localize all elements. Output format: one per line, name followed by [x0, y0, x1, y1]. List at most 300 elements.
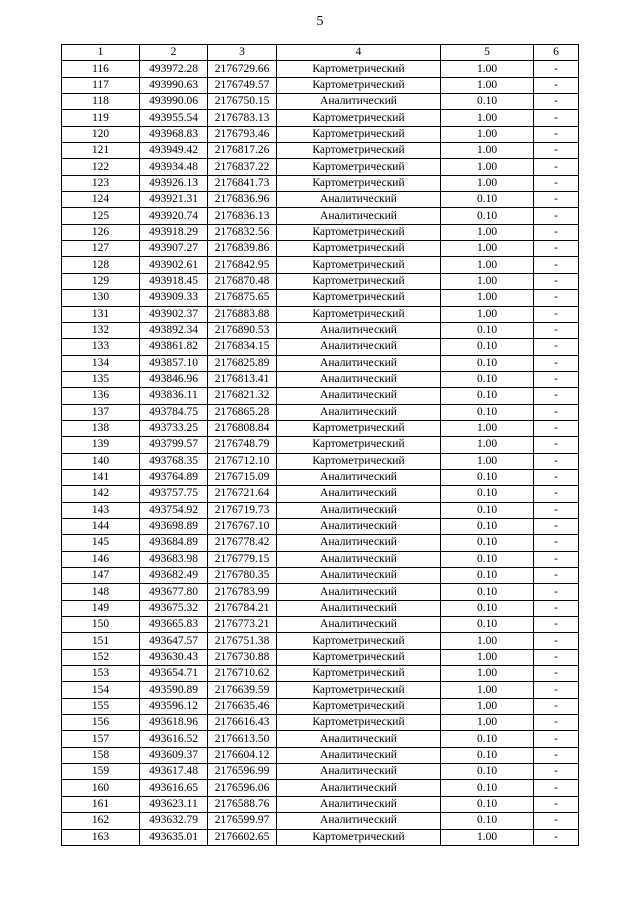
- table-body: [62, 61, 579, 846]
- x-coordinate-cell: 493665.83: [140, 617, 208, 633]
- table-row: [62, 290, 579, 306]
- accuracy-cell: 0.10: [441, 568, 534, 584]
- method-cell: Картометрический: [277, 453, 441, 469]
- y-coordinate-cell: 2176778.42: [208, 535, 277, 551]
- y-coordinate-cell: 2176721.64: [208, 486, 277, 502]
- y-coordinate-cell: 2176773.21: [208, 617, 277, 633]
- method-cell: Картометрический: [277, 110, 441, 126]
- point-number-cell: 119: [62, 110, 140, 126]
- accuracy-cell: 1.00: [441, 273, 534, 289]
- accuracy-cell: 0.10: [441, 780, 534, 796]
- table-row: [62, 813, 579, 829]
- page-number: 5: [316, 14, 324, 29]
- table-row: [62, 568, 579, 584]
- table-row: [62, 126, 579, 142]
- method-cell: Картометрический: [277, 61, 441, 77]
- x-coordinate-cell: 493990.06: [140, 94, 208, 110]
- accuracy-cell: 1.00: [441, 633, 534, 649]
- y-coordinate-cell: 2176767.10: [208, 518, 277, 534]
- method-cell: Картометрический: [277, 224, 441, 240]
- method-cell: Картометрический: [277, 257, 441, 273]
- y-coordinate-cell: 2176865.28: [208, 404, 277, 420]
- table-row: [62, 731, 579, 747]
- y-coordinate-cell: 2176808.84: [208, 420, 277, 436]
- x-coordinate-cell: 493618.96: [140, 715, 208, 731]
- point-number-cell: 133: [62, 339, 140, 355]
- note-cell: -: [534, 61, 579, 77]
- x-coordinate-cell: 493784.75: [140, 404, 208, 420]
- table-row: [62, 518, 579, 534]
- method-cell: Картометрический: [277, 649, 441, 665]
- method-cell: Аналитический: [277, 371, 441, 387]
- x-coordinate-cell: 493616.52: [140, 731, 208, 747]
- table-row: [62, 747, 579, 763]
- y-coordinate-cell: 2176832.56: [208, 224, 277, 240]
- y-coordinate-cell: 2176783.99: [208, 584, 277, 600]
- note-cell: -: [534, 290, 579, 306]
- accuracy-cell: 0.10: [441, 339, 534, 355]
- point-number-cell: 156: [62, 715, 140, 731]
- point-number-cell: 149: [62, 600, 140, 616]
- x-coordinate-cell: 493654.71: [140, 666, 208, 682]
- table-row: [62, 192, 579, 208]
- note-cell: -: [534, 110, 579, 126]
- table-row: [62, 224, 579, 240]
- accuracy-cell: 1.00: [441, 126, 534, 142]
- method-cell: Аналитический: [277, 339, 441, 355]
- accuracy-cell: 1.00: [441, 224, 534, 240]
- accuracy-cell: 0.10: [441, 94, 534, 110]
- method-cell: Аналитический: [277, 404, 441, 420]
- accuracy-cell: 0.10: [441, 355, 534, 371]
- note-cell: -: [534, 551, 579, 567]
- table-row: [62, 388, 579, 404]
- method-cell: Аналитический: [277, 600, 441, 616]
- accuracy-cell: 0.10: [441, 322, 534, 338]
- x-coordinate-cell: 493861.82: [140, 339, 208, 355]
- method-cell: Картометрический: [277, 159, 441, 175]
- x-coordinate-cell: 493682.49: [140, 568, 208, 584]
- note-cell: -: [534, 224, 579, 240]
- table-row: [62, 143, 579, 159]
- accuracy-cell: 1.00: [441, 715, 534, 731]
- method-cell: Картометрический: [277, 698, 441, 714]
- method-cell: Аналитический: [277, 518, 441, 534]
- method-cell: Картометрический: [277, 437, 441, 453]
- point-number-cell: 139: [62, 437, 140, 453]
- method-cell: Аналитический: [277, 94, 441, 110]
- x-coordinate-cell: 493630.43: [140, 649, 208, 665]
- point-number-cell: 124: [62, 192, 140, 208]
- x-coordinate-cell: 493677.80: [140, 584, 208, 600]
- point-number-cell: 117: [62, 77, 140, 93]
- y-coordinate-cell: 2176613.50: [208, 731, 277, 747]
- note-cell: -: [534, 747, 579, 763]
- note-cell: -: [534, 208, 579, 224]
- method-cell: Картометрический: [277, 241, 441, 257]
- note-cell: -: [534, 764, 579, 780]
- y-coordinate-cell: 2176599.97: [208, 813, 277, 829]
- y-coordinate-cell: 2176596.06: [208, 780, 277, 796]
- point-number-cell: 126: [62, 224, 140, 240]
- y-coordinate-cell: 2176783.13: [208, 110, 277, 126]
- accuracy-cell: 1.00: [441, 110, 534, 126]
- table-row: [62, 355, 579, 371]
- x-coordinate-cell: 493918.29: [140, 224, 208, 240]
- y-coordinate-cell: 2176588.76: [208, 796, 277, 812]
- table-row: [62, 796, 579, 812]
- table-row: [62, 535, 579, 551]
- x-coordinate-cell: 493926.13: [140, 175, 208, 191]
- x-coordinate-cell: 493902.37: [140, 306, 208, 322]
- method-cell: Аналитический: [277, 796, 441, 812]
- table-row: [62, 175, 579, 191]
- y-coordinate-cell: 2176780.35: [208, 568, 277, 584]
- y-coordinate-cell: 2176837.22: [208, 159, 277, 175]
- table-row: [62, 208, 579, 224]
- note-cell: -: [534, 371, 579, 387]
- accuracy-cell: 1.00: [441, 143, 534, 159]
- column-header: 3: [208, 45, 277, 61]
- y-coordinate-cell: 2176730.88: [208, 649, 277, 665]
- x-coordinate-cell: 493684.89: [140, 535, 208, 551]
- note-cell: -: [534, 715, 579, 731]
- accuracy-cell: 0.10: [441, 764, 534, 780]
- point-number-cell: 137: [62, 404, 140, 420]
- x-coordinate-cell: 493968.83: [140, 126, 208, 142]
- x-coordinate-cell: 493617.48: [140, 764, 208, 780]
- accuracy-cell: 0.10: [441, 192, 534, 208]
- y-coordinate-cell: 2176596.99: [208, 764, 277, 780]
- y-coordinate-cell: 2176793.46: [208, 126, 277, 142]
- note-cell: -: [534, 355, 579, 371]
- column-header: 5: [441, 45, 534, 61]
- note-cell: -: [534, 469, 579, 485]
- table-row: [62, 453, 579, 469]
- point-number-cell: 155: [62, 698, 140, 714]
- method-cell: Аналитический: [277, 568, 441, 584]
- method-cell: Аналитический: [277, 486, 441, 502]
- accuracy-cell: 1.00: [441, 257, 534, 273]
- note-cell: -: [534, 584, 579, 600]
- x-coordinate-cell: 493768.35: [140, 453, 208, 469]
- x-coordinate-cell: 493949.42: [140, 143, 208, 159]
- accuracy-cell: 1.00: [441, 175, 534, 191]
- y-coordinate-cell: 2176883.88: [208, 306, 277, 322]
- column-header: 1: [62, 45, 140, 61]
- x-coordinate-cell: 493647.57: [140, 633, 208, 649]
- note-cell: -: [534, 77, 579, 93]
- point-number-cell: 128: [62, 257, 140, 273]
- y-coordinate-cell: 2176616.43: [208, 715, 277, 731]
- note-cell: -: [534, 600, 579, 616]
- table-row: [62, 682, 579, 698]
- x-coordinate-cell: 493683.98: [140, 551, 208, 567]
- method-cell: Аналитический: [277, 584, 441, 600]
- accuracy-cell: 0.10: [441, 535, 534, 551]
- accuracy-cell: 1.00: [441, 159, 534, 175]
- method-cell: Картометрический: [277, 290, 441, 306]
- y-coordinate-cell: 2176841.73: [208, 175, 277, 191]
- accuracy-cell: 0.10: [441, 469, 534, 485]
- note-cell: -: [534, 829, 579, 845]
- note-cell: -: [534, 175, 579, 191]
- accuracy-cell: 0.10: [441, 388, 534, 404]
- table-row: [62, 257, 579, 273]
- method-cell: Аналитический: [277, 780, 441, 796]
- method-cell: Аналитический: [277, 551, 441, 567]
- accuracy-cell: 0.10: [441, 551, 534, 567]
- method-cell: Картометрический: [277, 143, 441, 159]
- method-cell: Аналитический: [277, 535, 441, 551]
- x-coordinate-cell: 493892.34: [140, 322, 208, 338]
- note-cell: -: [534, 731, 579, 747]
- y-coordinate-cell: 2176715.09: [208, 469, 277, 485]
- method-cell: Аналитический: [277, 208, 441, 224]
- table-row: [62, 420, 579, 436]
- note-cell: -: [534, 241, 579, 257]
- x-coordinate-cell: 493754.92: [140, 502, 208, 518]
- y-coordinate-cell: 2176604.12: [208, 747, 277, 763]
- y-coordinate-cell: 2176842.95: [208, 257, 277, 273]
- point-number-cell: 130: [62, 290, 140, 306]
- point-number-cell: 151: [62, 633, 140, 649]
- table-header-row: [62, 45, 579, 61]
- note-cell: -: [534, 404, 579, 420]
- point-number-cell: 138: [62, 420, 140, 436]
- note-cell: -: [534, 682, 579, 698]
- x-coordinate-cell: 493757.75: [140, 486, 208, 502]
- point-number-cell: 157: [62, 731, 140, 747]
- point-number-cell: 142: [62, 486, 140, 502]
- y-coordinate-cell: 2176719.73: [208, 502, 277, 518]
- table-row: [62, 666, 579, 682]
- accuracy-cell: 0.10: [441, 371, 534, 387]
- accuracy-cell: 1.00: [441, 241, 534, 257]
- y-coordinate-cell: 2176750.15: [208, 94, 277, 110]
- note-cell: -: [534, 649, 579, 665]
- method-cell: Аналитический: [277, 617, 441, 633]
- note-cell: -: [534, 666, 579, 682]
- x-coordinate-cell: 493955.54: [140, 110, 208, 126]
- point-number-cell: 141: [62, 469, 140, 485]
- method-cell: Аналитический: [277, 731, 441, 747]
- point-number-cell: 158: [62, 747, 140, 763]
- note-cell: -: [534, 502, 579, 518]
- x-coordinate-cell: 493698.89: [140, 518, 208, 534]
- accuracy-cell: 1.00: [441, 682, 534, 698]
- note-cell: -: [534, 306, 579, 322]
- table-row: [62, 159, 579, 175]
- x-coordinate-cell: 493909.33: [140, 290, 208, 306]
- point-number-cell: 161: [62, 796, 140, 812]
- table-row: [62, 110, 579, 126]
- method-cell: Аналитический: [277, 388, 441, 404]
- table-row: [62, 437, 579, 453]
- point-number-cell: 136: [62, 388, 140, 404]
- x-coordinate-cell: 493907.27: [140, 241, 208, 257]
- accuracy-cell: 0.10: [441, 617, 534, 633]
- x-coordinate-cell: 493920.74: [140, 208, 208, 224]
- y-coordinate-cell: 2176751.38: [208, 633, 277, 649]
- table-row: [62, 241, 579, 257]
- y-coordinate-cell: 2176712.10: [208, 453, 277, 469]
- method-cell: Аналитический: [277, 355, 441, 371]
- table-row: [62, 322, 579, 338]
- note-cell: -: [534, 486, 579, 502]
- point-number-cell: 163: [62, 829, 140, 845]
- table-row: [62, 584, 579, 600]
- point-number-cell: 147: [62, 568, 140, 584]
- table-row: [62, 698, 579, 714]
- column-header: 6: [534, 45, 579, 61]
- table-row: [62, 633, 579, 649]
- method-cell: Картометрический: [277, 126, 441, 142]
- x-coordinate-cell: 493972.28: [140, 61, 208, 77]
- x-coordinate-cell: 493635.01: [140, 829, 208, 845]
- accuracy-cell: 0.10: [441, 796, 534, 812]
- x-coordinate-cell: 493799.57: [140, 437, 208, 453]
- y-coordinate-cell: 2176784.21: [208, 600, 277, 616]
- note-cell: -: [534, 568, 579, 584]
- x-coordinate-cell: 493902.61: [140, 257, 208, 273]
- accuracy-cell: 1.00: [441, 437, 534, 453]
- table-row: [62, 551, 579, 567]
- x-coordinate-cell: 493632.79: [140, 813, 208, 829]
- note-cell: -: [534, 780, 579, 796]
- method-cell: Картометрический: [277, 682, 441, 698]
- y-coordinate-cell: 2176602.65: [208, 829, 277, 845]
- table-row: [62, 61, 579, 77]
- table-row: [62, 371, 579, 387]
- y-coordinate-cell: 2176813.41: [208, 371, 277, 387]
- point-number-cell: 150: [62, 617, 140, 633]
- y-coordinate-cell: 2176825.89: [208, 355, 277, 371]
- y-coordinate-cell: 2176875.65: [208, 290, 277, 306]
- method-cell: Картометрический: [277, 175, 441, 191]
- method-cell: Картометрический: [277, 306, 441, 322]
- note-cell: -: [534, 633, 579, 649]
- y-coordinate-cell: 2176821.32: [208, 388, 277, 404]
- accuracy-cell: 1.00: [441, 61, 534, 77]
- y-coordinate-cell: 2176748.79: [208, 437, 277, 453]
- point-number-cell: 143: [62, 502, 140, 518]
- accuracy-cell: 1.00: [441, 829, 534, 845]
- method-cell: Аналитический: [277, 192, 441, 208]
- accuracy-cell: 0.10: [441, 518, 534, 534]
- y-coordinate-cell: 2176836.96: [208, 192, 277, 208]
- accuracy-cell: 1.00: [441, 666, 534, 682]
- point-number-cell: 134: [62, 355, 140, 371]
- accuracy-cell: 0.10: [441, 486, 534, 502]
- note-cell: -: [534, 339, 579, 355]
- note-cell: -: [534, 192, 579, 208]
- point-number-cell: 154: [62, 682, 140, 698]
- x-coordinate-cell: 493733.25: [140, 420, 208, 436]
- y-coordinate-cell: 2176779.15: [208, 551, 277, 567]
- y-coordinate-cell: 2176834.15: [208, 339, 277, 355]
- point-number-cell: 118: [62, 94, 140, 110]
- note-cell: -: [534, 518, 579, 534]
- x-coordinate-cell: 493623.11: [140, 796, 208, 812]
- y-coordinate-cell: 2176639.59: [208, 682, 277, 698]
- x-coordinate-cell: 493857.10: [140, 355, 208, 371]
- coordinates-table: [61, 44, 579, 846]
- method-cell: Картометрический: [277, 633, 441, 649]
- point-number-cell: 162: [62, 813, 140, 829]
- method-cell: Картометрический: [277, 77, 441, 93]
- accuracy-cell: 1.00: [441, 698, 534, 714]
- x-coordinate-cell: 493616.65: [140, 780, 208, 796]
- point-number-cell: 140: [62, 453, 140, 469]
- point-number-cell: 123: [62, 175, 140, 191]
- note-cell: -: [534, 796, 579, 812]
- accuracy-cell: 0.10: [441, 502, 534, 518]
- accuracy-cell: 1.00: [441, 420, 534, 436]
- point-number-cell: 125: [62, 208, 140, 224]
- table-row: [62, 829, 579, 845]
- method-cell: Аналитический: [277, 502, 441, 518]
- accuracy-cell: 1.00: [441, 290, 534, 306]
- method-cell: Картометрический: [277, 420, 441, 436]
- table-row: [62, 339, 579, 355]
- accuracy-cell: 0.10: [441, 731, 534, 747]
- accuracy-cell: 0.10: [441, 208, 534, 224]
- y-coordinate-cell: 2176839.86: [208, 241, 277, 257]
- note-cell: -: [534, 94, 579, 110]
- point-number-cell: 152: [62, 649, 140, 665]
- point-number-cell: 160: [62, 780, 140, 796]
- method-cell: Аналитический: [277, 469, 441, 485]
- accuracy-cell: 0.10: [441, 600, 534, 616]
- method-cell: Картометрический: [277, 666, 441, 682]
- table-row: [62, 502, 579, 518]
- method-cell: Картометрический: [277, 273, 441, 289]
- accuracy-cell: 0.10: [441, 404, 534, 420]
- x-coordinate-cell: 493921.31: [140, 192, 208, 208]
- note-cell: -: [534, 143, 579, 159]
- note-cell: -: [534, 453, 579, 469]
- table-row: [62, 306, 579, 322]
- point-number-cell: 159: [62, 764, 140, 780]
- point-number-cell: 116: [62, 61, 140, 77]
- y-coordinate-cell: 2176890.53: [208, 322, 277, 338]
- point-number-cell: 145: [62, 535, 140, 551]
- note-cell: -: [534, 273, 579, 289]
- method-cell: Картометрический: [277, 715, 441, 731]
- table-row: [62, 469, 579, 485]
- x-coordinate-cell: 493836.11: [140, 388, 208, 404]
- table-row: [62, 617, 579, 633]
- x-coordinate-cell: 493590.89: [140, 682, 208, 698]
- accuracy-cell: 1.00: [441, 77, 534, 93]
- column-header: 2: [140, 45, 208, 61]
- accuracy-cell: 1.00: [441, 649, 534, 665]
- table-row: [62, 600, 579, 616]
- table-row: [62, 764, 579, 780]
- method-cell: Аналитический: [277, 747, 441, 763]
- y-coordinate-cell: 2176836.13: [208, 208, 277, 224]
- point-number-cell: 148: [62, 584, 140, 600]
- method-cell: Картометрический: [277, 829, 441, 845]
- table-row: [62, 77, 579, 93]
- x-coordinate-cell: 493990.63: [140, 77, 208, 93]
- point-number-cell: 146: [62, 551, 140, 567]
- note-cell: -: [534, 420, 579, 436]
- table-row: [62, 780, 579, 796]
- y-coordinate-cell: 2176749.57: [208, 77, 277, 93]
- y-coordinate-cell: 2176635.46: [208, 698, 277, 714]
